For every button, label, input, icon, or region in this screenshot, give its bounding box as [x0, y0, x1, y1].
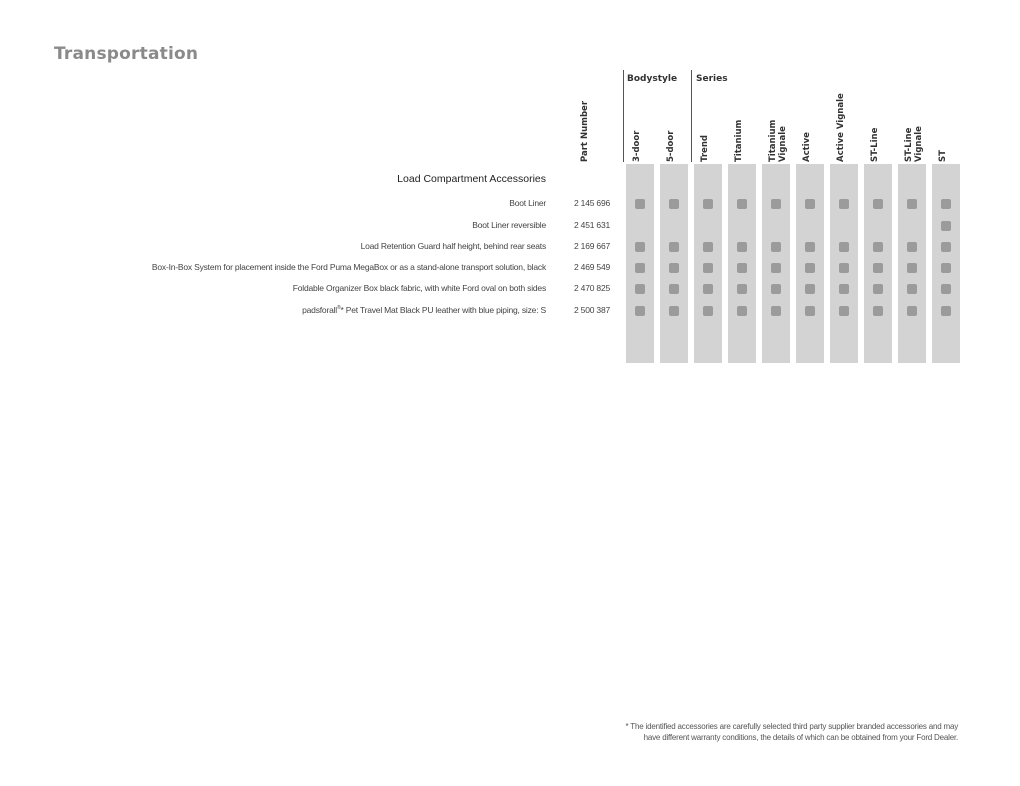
- availability-marker: [635, 199, 645, 209]
- availability-marker: [805, 242, 815, 252]
- availability-marker: [907, 199, 917, 209]
- availability-marker: [941, 284, 951, 294]
- availability-marker: [737, 284, 747, 294]
- availability-marker: [635, 284, 645, 294]
- accessory-description: Box-In-Box System for placement inside the Ford Puma MegaBox or as a stand-alone transport solution, black: [151, 262, 546, 272]
- availability-marker: [805, 306, 815, 316]
- availability-marker: [703, 199, 713, 209]
- column-header: [734, 92, 768, 162]
- availability-marker: [873, 242, 883, 252]
- footnote: [538, 721, 958, 743]
- availability-marker: [907, 242, 917, 252]
- availability-marker: [669, 284, 679, 294]
- availability-marker: [737, 306, 747, 316]
- availability-marker: [771, 263, 781, 273]
- availability-marker: [737, 263, 747, 273]
- part-number: 2 500 387: [573, 305, 610, 315]
- availability-marker: [703, 306, 713, 316]
- column-header: [836, 92, 870, 162]
- availability-marker: [669, 242, 679, 252]
- availability-marker: [635, 306, 645, 316]
- column-header: [700, 92, 734, 162]
- column-header-text: Trend: [700, 135, 710, 162]
- availability-marker: [737, 199, 747, 209]
- brand-name: padsforall: [302, 305, 337, 315]
- availability-marker: [805, 284, 815, 294]
- availability-marker: [703, 284, 713, 294]
- availability-marker: [635, 263, 645, 273]
- accessory-description: Boot Liner reversible: [472, 220, 546, 230]
- column-header-text: 3-door: [632, 130, 642, 162]
- column-header-text: ST-Line Vignale: [904, 126, 924, 162]
- column-header-text: ST: [938, 150, 948, 162]
- availability-marker: [839, 242, 849, 252]
- availability-marker: [703, 263, 713, 273]
- availability-marker: [907, 306, 917, 316]
- availability-marker: [873, 306, 883, 316]
- availability-marker: [805, 263, 815, 273]
- footnote-line-1: * The identified accessories are carefully selected third party supplier branded accessories and may: [625, 722, 958, 731]
- group-label-bodystyle: Bodystyle: [627, 74, 678, 84]
- part-number-header-text: Part Number: [580, 100, 590, 162]
- column-header-text: ST-Line: [870, 127, 880, 162]
- column-header: [632, 92, 666, 162]
- column-header-text: Titanium: [734, 119, 744, 162]
- part-number-header: [580, 92, 614, 162]
- availability-marker: [771, 199, 781, 209]
- availability-marker: [941, 263, 951, 273]
- part-number: 2 169 667: [573, 241, 610, 251]
- column-header: [768, 92, 802, 162]
- availability-marker: [771, 306, 781, 316]
- availability-marker: [941, 306, 951, 316]
- accessory-description: [302, 305, 546, 315]
- column-header-text: Active: [802, 132, 812, 162]
- column-header: [904, 92, 938, 162]
- availability-marker: [839, 199, 849, 209]
- part-number: 2 451 631: [573, 220, 610, 230]
- availability-marker: [941, 199, 951, 209]
- group-label-series: Series: [696, 74, 728, 84]
- availability-marker: [941, 221, 951, 231]
- availability-marker: [737, 242, 747, 252]
- availability-marker: [669, 263, 679, 273]
- availability-marker: [873, 284, 883, 294]
- column-header-text: Titanium Vignale: [768, 119, 788, 162]
- accessory-description: Foldable Organizer Box black fabric, with white Ford oval on both sides: [292, 283, 546, 293]
- column-header: [802, 92, 836, 162]
- availability-marker: [805, 199, 815, 209]
- column-header: [666, 92, 700, 162]
- column-header: [938, 92, 972, 162]
- column-header-text: 5-door: [666, 130, 676, 162]
- column-header-text: Active Vignale: [836, 93, 846, 162]
- description-text: * Pet Travel Mat Black PU leather with blue piping, size: S: [340, 305, 546, 315]
- availability-marker: [907, 263, 917, 273]
- availability-marker: [669, 199, 679, 209]
- accessory-description: Load Retention Guard half height, behind rear seats: [360, 241, 546, 251]
- availability-marker: [771, 242, 781, 252]
- group-rule-bodystyle: [623, 70, 624, 162]
- availability-marker: [873, 263, 883, 273]
- availability-marker: [703, 242, 713, 252]
- footnote-line-2: have different warranty conditions, the details of which can be obtained from your Ford Dealer.: [643, 733, 958, 742]
- availability-marker: [839, 284, 849, 294]
- availability-marker: [839, 263, 849, 273]
- availability-marker: [669, 306, 679, 316]
- column-header: [870, 92, 904, 162]
- part-number: 2 470 825: [573, 283, 610, 293]
- availability-marker: [907, 284, 917, 294]
- registered-mark: ®: [336, 305, 341, 312]
- availability-marker: [873, 199, 883, 209]
- availability-marker: [941, 242, 951, 252]
- availability-marker: [635, 242, 645, 252]
- accessory-description: Boot Liner: [509, 198, 546, 208]
- part-number: 2 469 549: [573, 262, 610, 272]
- page-title: Transportation: [54, 44, 199, 64]
- part-number: 2 145 696: [573, 198, 610, 208]
- availability-marker: [839, 306, 849, 316]
- availability-marker: [771, 284, 781, 294]
- section-title: Load Compartment Accessories: [397, 173, 546, 185]
